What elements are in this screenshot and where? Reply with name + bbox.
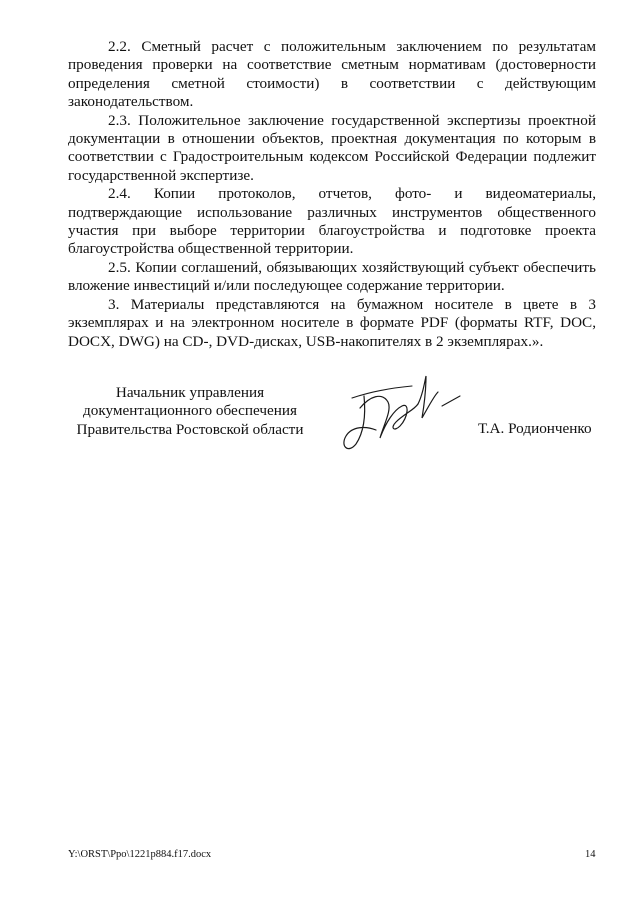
signer-position	[50, 384, 330, 439]
signer-name: Т.А. Родионченко	[478, 420, 592, 437]
signer-position-line: Начальник управления	[115, 384, 265, 401]
paragraph-3: 3. Материалы представляются на бумажном носителе в цвете в 3 экземплярах и на электронном носителе в формате PDF (форматы RTF, DOC, DOCX, DWG) на CD-, DVD-дисках, USB-накопителях в 2 экземплярах.».	[68, 295, 596, 350]
handwritten-signature	[330, 366, 470, 458]
paragraph-2-3: 2.3. Положительное заключение государственной экспертизы проектной документации в отношении объектов, проектная документация по которым в соответствии с Градостроительным кодексом Российской Федерации подлежит государственной экспертизе.	[68, 111, 596, 184]
page-number: 14	[585, 849, 596, 860]
paragraph-2-2: 2.2. Сметный расчет с положительным заключением по результатам проведения проверки на соответствие сметным нормативам (достоверности определения сметной стоимости) в соответствии с действующим законодательством.	[68, 38, 596, 111]
signer-position-line: документационного обеспечения	[83, 402, 297, 420]
document-body	[68, 38, 596, 351]
footer-file-path: Y:\ORST\Ppo\1221p884.f17.docx	[68, 849, 212, 860]
signer-position-line: Правительства Ростовской области	[76, 420, 304, 438]
paragraph-2-5: 2.5. Копии соглашений, обязывающих хозяйствующий субъект обеспечить вложение инвестиций и/или последующее содержание территории.	[68, 258, 596, 295]
paragraph-2-4: 2.4. Копии протоколов, отчетов, фото- и видеоматериалы, подтверждающие использование различных инструментов общественного участия при выборе территории благоустройства и подготовке проекта благоустройства общественной территории.	[68, 185, 596, 258]
